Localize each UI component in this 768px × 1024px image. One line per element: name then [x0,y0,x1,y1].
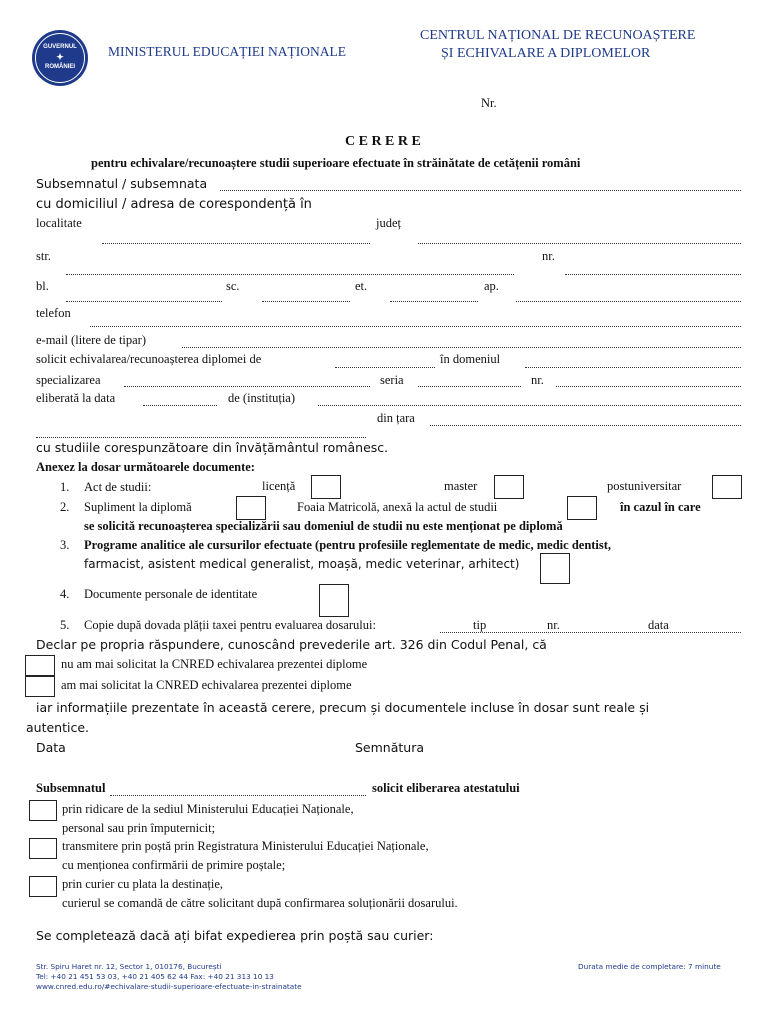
item5-number: 5. [60,618,70,632]
item3-professions: farmacist, asistent medical generalist, moașă, medic veterinar, arhitect) [84,557,520,571]
str-nr-label: nr. [542,249,555,263]
nu-am-solicitat-checkbox[interactable] [25,655,55,676]
seal-ring [35,33,85,83]
declaration-line2: autentice. [26,720,90,735]
judet-field[interactable] [418,243,741,244]
atestat-subsemnatul: Subsemnatul [36,781,106,795]
item2-foaia-label: Foaia Matricolă, anexă la actul de studii [297,500,498,514]
footer-durata: Durata medie de completare: 7 minute [578,962,721,971]
tara-field[interactable] [430,425,741,426]
sc-label: sc. [226,279,240,293]
postuniversitar-label: postuniversitar [607,479,682,493]
eliberata-label: eliberată la data [36,391,116,405]
institutia-field[interactable] [318,405,741,406]
item3-number: 3. [60,538,70,552]
declaration-text: Declar pe propria răspundere, cunoscând prevederile art. 326 din Codul Penal, că [36,637,547,652]
name-field[interactable] [220,190,741,191]
curier-label: prin curier cu plata la destinație, [62,877,224,891]
email-field[interactable] [182,347,741,348]
licenta-label: licență [262,479,296,493]
government-seal-icon [32,30,88,86]
item4-number: 4. [60,587,70,601]
programe-analitice-checkbox[interactable] [540,553,570,584]
posta-label: transmitere prin poștă prin Registratura Ministerului Educației Naționale, [62,839,429,853]
item1-number: 1. [60,480,70,494]
semnatura-label: Semnătura [355,740,425,755]
str-label: str. [36,249,51,263]
footer-phones: Tel: +40 21 451 53 03, +40 21 405 62 44 Fax: +40 21 313 10 13 [36,972,274,981]
ap-label: ap. [484,279,499,293]
specializarea-label: specializarea [36,373,101,387]
form-title: C E R E R E [345,134,421,149]
seal-star-icon: ✦ [56,52,64,63]
item2-condition-text: se solicită recunoașterea specializării sau domeniul de studii nu este menționat pe diplomă [84,519,563,533]
atestat-name-field[interactable] [110,795,366,796]
seria-label: seria [380,373,404,387]
specializarea-field[interactable] [124,386,370,387]
center-name-line2: ȘI ECHIVALARE A DIPLOMELOR [441,46,651,61]
item1-label: Act de studii: [84,480,152,494]
postuniversitar-checkbox[interactable] [712,475,742,499]
judet-label: județ [376,216,401,230]
center-name-line1: CENTRUL NAȚIONAL DE RECUNOAȘTERE [420,28,696,43]
tip-label: tip [473,618,487,632]
email-label: e-mail (litere de tipar) [36,333,147,347]
str-field[interactable] [66,274,514,275]
nr-label: Nr. [481,96,497,110]
et-field[interactable] [390,301,478,302]
ministry-name: MINISTERUL EDUCAȚIEI NAȚIONALE [108,44,346,59]
localitate-label: localitate [36,216,82,230]
am-solicitat-checkbox[interactable] [25,676,55,697]
domeniul-field[interactable] [525,367,741,368]
domiciliu-label: cu domiciliul / adresa de corespondență în [36,197,312,212]
domeniul-label: în domeniul [440,352,501,366]
bl-field[interactable] [66,301,222,302]
master-checkbox[interactable] [494,475,524,499]
master-label: master [444,479,478,493]
subsemnatul-label: Subsemnatul / subsemnata [36,176,208,191]
localitate-field[interactable] [102,243,370,244]
ridicare-label: prin ridicare de la sediul Ministerului Educației Naționale, [62,802,354,816]
diploma-nr-label: nr. [531,373,544,387]
et-label: et. [355,279,368,293]
shipping-note: Se completează dacă ați bifat expedierea prin poștă sau curier: [36,928,434,943]
telefon-label: telefon [36,306,71,320]
sc-field[interactable] [262,301,350,302]
seal-text-bottom: ROMÂNIEI [45,63,75,70]
tara-label: din țara [377,411,415,425]
str-nr-field[interactable] [565,274,741,275]
ap-field[interactable] [516,301,741,302]
documents-heading: Anexez la dosar următoarele documente: [36,460,255,474]
solicit-label: solicit echivalarea/recunoașterea diplomei de [36,352,262,366]
seal-text-top: GUVERNUL [43,44,77,51]
licenta-checkbox[interactable] [311,475,341,499]
item2-number: 2. [60,500,70,514]
item5-label: Copie după dovada plății taxei pentru evaluarea dosarului: [84,618,376,632]
posta-checkbox[interactable] [29,838,57,859]
ridicare-checkbox[interactable] [29,800,57,821]
diploma-nr-field[interactable] [556,386,741,387]
studii-label: cu studiile corespunzătoare din învățământul românesc. [36,440,389,455]
institutia-label: de (instituția) [228,391,295,405]
studii-field[interactable] [36,437,366,438]
taxa-nr-label: nr. [547,618,560,632]
seria-field[interactable] [418,386,521,387]
footer-url[interactable]: www.cnred.edu.ro/#echivalare-studii-superioare-efectuate-in-strainatate [36,982,302,991]
item3-label: Programe analitice ale cursurilor efectuate (pentru profesiile reglementate de medic, medic dentist, [84,538,612,552]
taxa-data-label: data [648,618,669,632]
posta-detail: cu menționea confirmării de primire poștale; [62,858,286,872]
item2-condition-label: în cazul în care [620,500,701,514]
form-subtitle: pentru echivalare/recunoaștere studii superioare efectuate în străinătate de cetățenii români [91,156,581,170]
data-label: Data [36,740,66,755]
foaia-matricola-checkbox[interactable] [567,496,597,520]
declaration-line1: iar informațiile prezentate în această cerere, precum și documentele incluse în dosar sunt reale și [36,700,650,715]
atestat-solicit: solicit eliberarea atestatului [372,781,520,795]
data-eliberare-field[interactable] [143,405,217,406]
supliment-checkbox[interactable] [236,496,266,520]
am-solicitat-label: am mai solicitat la CNRED echivalarea prezentei diplome [61,678,352,692]
curier-detail: curierul se comandă de către solicitant după confirmarea soluționării dosarului. [62,896,458,910]
taxa-field[interactable] [440,632,741,633]
diploma-type-field[interactable] [335,367,435,368]
telefon-field[interactable] [90,326,741,327]
bl-label: bl. [36,279,49,293]
nu-am-solicitat-label: nu am mai solicitat la CNRED echivalarea prezentei diplome [61,657,368,671]
item4-label: Documente personale de identitate [84,587,258,601]
item2-supliment-label: Supliment la diplomă [84,500,192,514]
footer-address: Str. Spiru Haret nr. 12, Sector 1, 010176, București [36,962,222,971]
curier-checkbox[interactable] [29,876,57,897]
documente-identitate-checkbox[interactable] [319,584,349,617]
ridicare-detail: personal sau prin împuternicit; [62,821,216,835]
